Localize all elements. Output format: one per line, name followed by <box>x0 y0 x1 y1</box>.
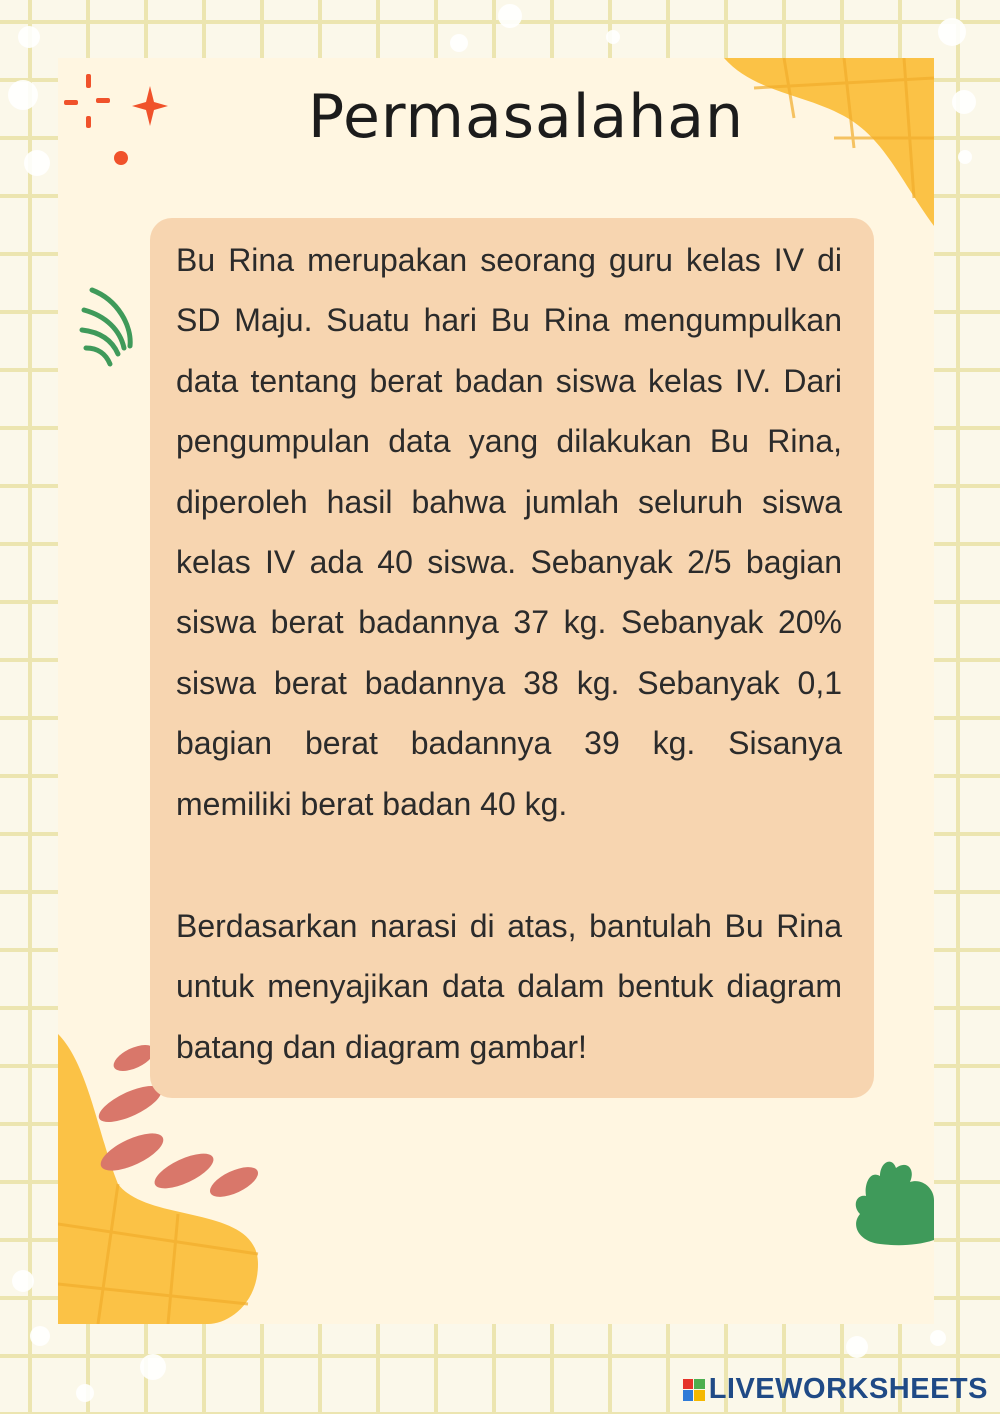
background-dot <box>76 1384 94 1402</box>
problem-text-box <box>150 218 874 1098</box>
background-dot <box>30 1326 50 1346</box>
background-dot <box>938 18 966 46</box>
background-dot <box>606 30 620 44</box>
page-title: Permasalahan <box>307 82 745 152</box>
background-dot <box>930 1330 946 1346</box>
brand-name: LIVEWORKSHEETS <box>708 1373 988 1405</box>
background-dot <box>450 34 468 52</box>
background-dot <box>12 1270 34 1292</box>
background-dot <box>498 4 522 28</box>
background-dot <box>8 80 38 110</box>
plant-icon <box>850 1148 934 1248</box>
background-dot <box>846 1336 868 1358</box>
problem-paragraph: Bu Rina merupakan seorang guru kelas IV di SD Maju. Suatu hari Bu Rina mengumpulkan data tentang berat badan siswa kelas IV. Dari pengumpulan data yang dilakukan Bu Rina, diperoleh hasil bahwa jumlah seluruh siswa kelas IV ada 40 siswa. Sebanyak 2/5 bagian siswa berat badannya 37 kg. Sebanyak 20% siswa berat badannya 38 kg. Sebanyak 0,1 bagian berat badannya 39 kg. Sisanya memiliki berat badan 40 kg. <box>176 242 842 822</box>
worksheet-card <box>58 58 934 1324</box>
liveworksheets-brand[interactable] <box>683 1373 988 1406</box>
background-dot <box>140 1354 166 1380</box>
background-dot <box>958 150 972 164</box>
liveworksheets-logo-icon <box>683 1379 705 1401</box>
instruction-paragraph: Berdasarkan narasi di atas, bantulah Bu Rina untuk menyajikan data dalam bentuk diagram batang dan diagram gambar! <box>176 908 842 1065</box>
leaf-strokes-icon <box>78 286 142 370</box>
background-dot <box>24 150 50 176</box>
background-dot <box>952 90 976 114</box>
background-dot <box>18 26 40 48</box>
